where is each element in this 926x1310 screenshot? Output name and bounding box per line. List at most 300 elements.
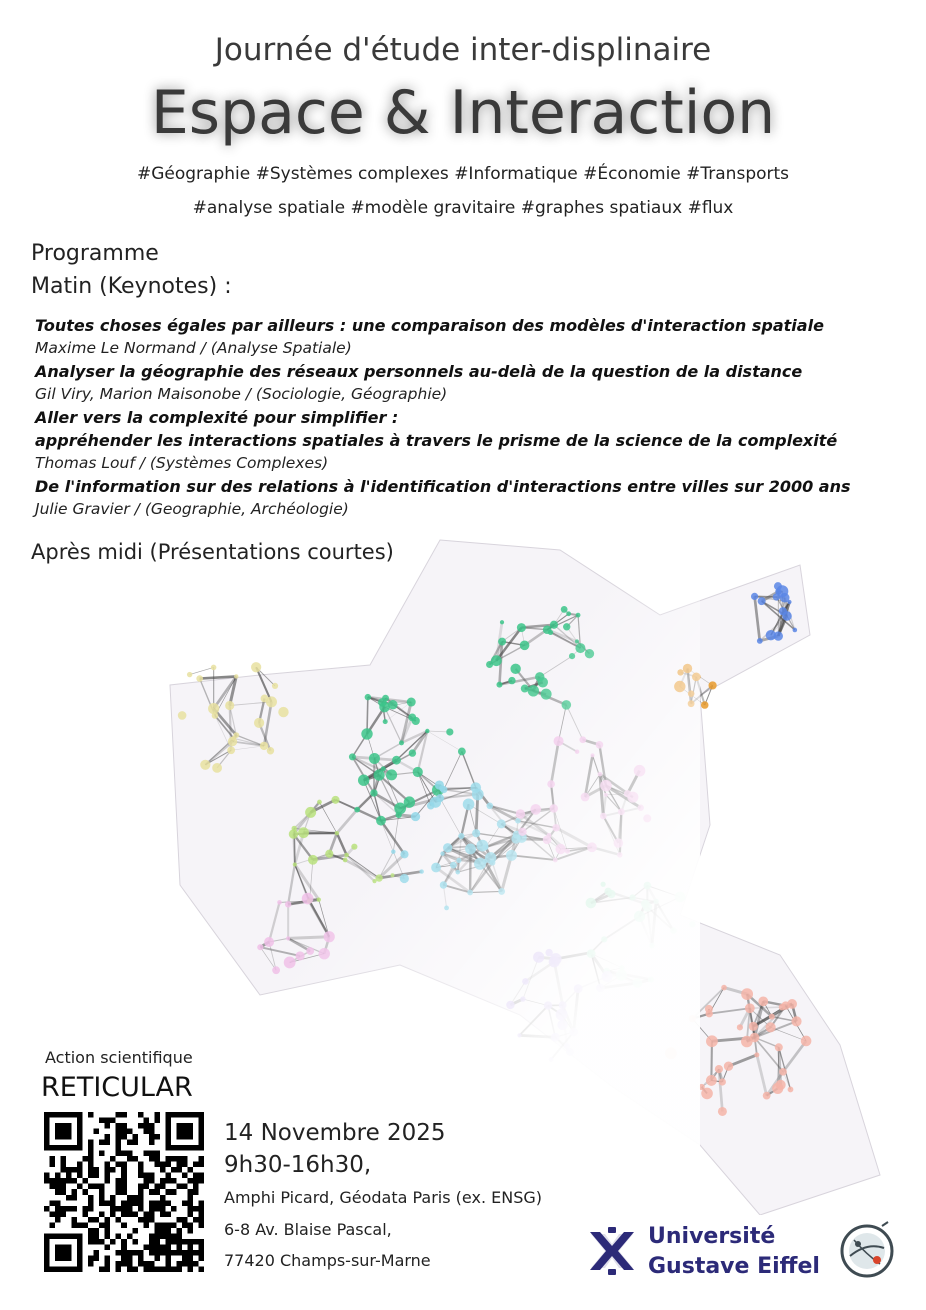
qr-module	[132, 1228, 138, 1234]
qr-module	[105, 1255, 111, 1261]
talk-author: Julie Gravier / (Geographie, Archéologie)	[35, 500, 349, 518]
qr-module	[193, 1162, 199, 1168]
qr-module	[176, 1162, 182, 1168]
qr-module	[99, 1184, 105, 1190]
qr-module	[193, 1217, 199, 1223]
network-node	[749, 1022, 758, 1031]
qr-module	[198, 1222, 204, 1228]
qr-module	[127, 1261, 133, 1267]
qr-module	[127, 1255, 133, 1261]
university-name-line-2: Gustave Eiffel	[648, 1254, 820, 1279]
qr-module	[55, 1173, 61, 1179]
network-node	[788, 1087, 794, 1093]
qr-module	[105, 1123, 111, 1129]
qr-module	[116, 1206, 122, 1212]
qr-module	[61, 1206, 67, 1212]
network-fade	[140, 525, 700, 1215]
qr-module	[132, 1134, 138, 1140]
qr-module	[154, 1118, 160, 1124]
qr-module	[165, 1178, 171, 1184]
qr-module	[143, 1266, 149, 1272]
qr-module	[121, 1244, 127, 1250]
qr-module	[160, 1244, 166, 1250]
qr-module	[154, 1200, 160, 1206]
qr-module	[160, 1200, 166, 1206]
qr-module	[187, 1228, 193, 1234]
qr-module	[149, 1134, 155, 1140]
qr-module	[105, 1233, 111, 1239]
qr-module	[105, 1134, 111, 1140]
qr-module	[105, 1178, 111, 1184]
qr-module	[143, 1211, 149, 1217]
qr-module	[99, 1266, 105, 1272]
qr-module	[99, 1222, 105, 1228]
qr-module	[61, 1156, 67, 1162]
qr-module	[182, 1173, 188, 1179]
qr-module	[187, 1211, 193, 1217]
qr-module	[187, 1255, 193, 1261]
qr-module	[88, 1140, 94, 1146]
qr-module	[171, 1266, 177, 1272]
qr-module	[94, 1173, 100, 1179]
qr-module	[88, 1200, 94, 1206]
qr-module	[94, 1217, 100, 1223]
keynote-list	[35, 314, 895, 521]
qr-module	[55, 1184, 61, 1190]
lab-logo-icon	[836, 1220, 898, 1282]
qr-module	[77, 1162, 83, 1168]
qr-module	[187, 1178, 193, 1184]
qr-module	[66, 1206, 72, 1212]
network-node	[715, 1065, 723, 1073]
qr-module	[198, 1239, 204, 1245]
qr-finder-module	[55, 1123, 72, 1140]
qr-module	[143, 1217, 149, 1223]
qr-module	[66, 1167, 72, 1173]
qr-module	[61, 1167, 67, 1173]
qr-module	[50, 1211, 56, 1217]
qr-module	[160, 1178, 166, 1184]
qr-module	[171, 1156, 177, 1162]
qr-module	[88, 1255, 94, 1261]
qr-module	[83, 1178, 89, 1184]
qr-module	[149, 1129, 155, 1135]
university-logo-icon	[587, 1226, 637, 1276]
qr-module	[154, 1134, 160, 1140]
qr-module	[149, 1178, 155, 1184]
qr-module	[77, 1222, 83, 1228]
qr-module	[149, 1211, 155, 1217]
qr-module	[94, 1255, 100, 1261]
qr-module	[116, 1145, 122, 1151]
qr-module	[83, 1211, 89, 1217]
qr-module	[154, 1250, 160, 1256]
morning-heading: Matin (Keynotes) :	[31, 274, 232, 299]
qr-module	[50, 1184, 56, 1190]
qr-module	[154, 1189, 160, 1195]
qr-module	[121, 1255, 127, 1261]
qr-module	[176, 1244, 182, 1250]
qr-module	[149, 1151, 155, 1157]
qr-module	[127, 1156, 133, 1162]
qr-module	[193, 1250, 199, 1256]
qr-module	[50, 1178, 56, 1184]
qr-module	[66, 1173, 72, 1179]
qr-module	[105, 1222, 111, 1228]
qr-module	[127, 1206, 133, 1212]
qr-module	[198, 1217, 204, 1223]
qr-module	[116, 1266, 122, 1272]
qr-module	[187, 1244, 193, 1250]
qr-module	[138, 1206, 144, 1212]
qr-module	[171, 1233, 177, 1239]
qr-module	[88, 1239, 94, 1245]
qr-module	[154, 1233, 160, 1239]
qr-module	[105, 1173, 111, 1179]
qr-module	[99, 1140, 105, 1146]
qr-module	[165, 1162, 171, 1168]
qr-module	[99, 1118, 105, 1124]
qr-module	[110, 1200, 116, 1206]
talk-title: Toutes choses égales par ailleurs : une comparaison des modèles d'interaction spatiale	[35, 316, 824, 335]
qr-module	[165, 1250, 171, 1256]
afternoon-heading: Après midi (Présentations courtes)	[31, 540, 394, 564]
qr-module	[116, 1250, 122, 1256]
network-node	[791, 1016, 801, 1026]
talk-author: Gil Viry, Marion Maisonobe / (Sociologie, Géographie)	[35, 385, 448, 403]
qr-module	[94, 1228, 100, 1234]
qr-module	[182, 1250, 188, 1256]
qr-module	[77, 1173, 83, 1179]
qr-module	[127, 1200, 133, 1206]
qr-module	[61, 1211, 67, 1217]
qr-module	[138, 1162, 144, 1168]
qr-module	[116, 1184, 122, 1190]
qr-module	[154, 1255, 160, 1261]
qr-module	[110, 1156, 116, 1162]
qr-module	[149, 1156, 155, 1162]
action-name: RETICULAR	[41, 1072, 193, 1103]
talk-title: De l'information sur des relations à l'identification d'interactions entre villes sur 2000 ans	[35, 477, 851, 496]
qr-module	[198, 1250, 204, 1256]
qr-module	[138, 1261, 144, 1267]
qr-code[interactable]	[44, 1112, 204, 1272]
qr-module	[121, 1151, 127, 1157]
talk-title: Aller vers la complexité pour simplifier :	[35, 408, 399, 427]
qr-module	[132, 1156, 138, 1162]
qr-module	[88, 1195, 94, 1201]
qr-module	[198, 1244, 204, 1250]
qr-module	[105, 1261, 111, 1267]
qr-module	[160, 1206, 166, 1212]
network-node	[757, 638, 763, 644]
venue-address-line: Amphi Picard, Géodata Paris (ex. ENSG)	[224, 1188, 542, 1207]
qr-module	[105, 1200, 111, 1206]
qr-module	[143, 1261, 149, 1267]
qr-module	[121, 1184, 127, 1190]
qr-module	[198, 1178, 204, 1184]
qr-module	[61, 1184, 67, 1190]
qr-module	[88, 1184, 94, 1190]
qr-module	[138, 1195, 144, 1201]
qr-module	[171, 1239, 177, 1245]
qr-module	[171, 1167, 177, 1173]
qr-module	[149, 1261, 155, 1267]
qr-module	[176, 1266, 182, 1272]
qr-module	[165, 1173, 171, 1179]
qr-module	[132, 1239, 138, 1245]
qr-module	[182, 1217, 188, 1223]
network-node	[706, 1035, 718, 1047]
qr-module	[116, 1233, 122, 1239]
qr-module	[50, 1222, 56, 1228]
qr-module	[149, 1239, 155, 1245]
network-node	[750, 1033, 760, 1043]
qr-module	[50, 1162, 56, 1168]
qr-module	[116, 1217, 122, 1223]
network-node	[721, 985, 727, 991]
qr-module	[83, 1189, 89, 1195]
qr-module	[116, 1129, 122, 1135]
qr-module	[110, 1118, 116, 1124]
event-time: 9h30-16h30,	[224, 1152, 372, 1178]
qr-module	[138, 1217, 144, 1223]
qr-module	[127, 1151, 133, 1157]
qr-module	[99, 1239, 105, 1245]
qr-module	[165, 1255, 171, 1261]
qr-module	[72, 1217, 78, 1223]
qr-module	[149, 1140, 155, 1146]
network-node	[779, 1068, 787, 1076]
qr-module	[88, 1228, 94, 1234]
network-node	[765, 1022, 775, 1032]
venue-address-line: 6-8 Av. Blaise Pascal,	[224, 1220, 392, 1239]
qr-module	[72, 1167, 78, 1173]
qr-module	[121, 1112, 127, 1118]
talk-author: Thomas Louf / (Systèmes Complexes)	[35, 454, 329, 472]
qr-module	[116, 1178, 122, 1184]
qr-module	[198, 1255, 204, 1261]
qr-module	[171, 1222, 177, 1228]
network-node	[701, 701, 709, 709]
qr-module	[193, 1189, 199, 1195]
qr-module	[83, 1156, 89, 1162]
qr-module	[193, 1178, 199, 1184]
qr-module	[143, 1123, 149, 1129]
qr-module	[154, 1151, 160, 1157]
qr-module	[187, 1206, 193, 1212]
qr-module	[154, 1266, 160, 1272]
qr-finder-module	[176, 1123, 193, 1140]
network-node	[782, 611, 792, 621]
qr-module	[182, 1200, 188, 1206]
qr-module	[77, 1184, 83, 1190]
qr-module	[198, 1162, 204, 1168]
hashtags-line-2: #analyse spatiale #modèle gravitaire #graphes spatiaux #flux	[192, 198, 734, 218]
qr-module	[149, 1266, 155, 1272]
hashtags-line-1: #Géographie #Systèmes complexes #Informatique #Économie #Transports	[136, 164, 790, 184]
talk-title-continued: appréhender les interactions spatiales à travers le prisme de la science de la complexité	[35, 431, 838, 450]
qr-module	[138, 1200, 144, 1206]
qr-module	[121, 1178, 127, 1184]
qr-module	[88, 1167, 94, 1173]
qr-module	[198, 1266, 204, 1272]
qr-module	[143, 1151, 149, 1157]
qr-module	[127, 1250, 133, 1256]
qr-module	[116, 1189, 122, 1195]
event-date: 14 Novembre 2025	[224, 1120, 446, 1146]
qr-module	[94, 1184, 100, 1190]
qr-module	[165, 1266, 171, 1272]
qr-module	[138, 1255, 144, 1261]
network-node	[719, 1078, 726, 1085]
qr-module	[160, 1195, 166, 1201]
qr-module	[171, 1189, 177, 1195]
network-map-illustration	[140, 525, 900, 1215]
qr-module	[110, 1239, 116, 1245]
qr-module	[198, 1206, 204, 1212]
qr-module	[143, 1222, 149, 1228]
qr-module	[198, 1173, 204, 1179]
qr-module	[182, 1184, 188, 1190]
qr-module	[138, 1189, 144, 1195]
qr-module	[132, 1211, 138, 1217]
network-node	[718, 1107, 727, 1116]
qr-module	[187, 1200, 193, 1206]
qr-module	[138, 1112, 144, 1118]
qr-module	[143, 1118, 149, 1124]
qr-module	[149, 1217, 155, 1223]
university-name-line-1: Université	[648, 1224, 776, 1249]
qr-module	[138, 1167, 144, 1173]
qr-module	[154, 1206, 160, 1212]
qr-module	[149, 1123, 155, 1129]
qr-module	[105, 1266, 111, 1272]
qr-module	[165, 1156, 171, 1162]
qr-module	[132, 1200, 138, 1206]
qr-module	[55, 1217, 61, 1223]
network-node	[706, 1075, 717, 1086]
qr-module	[160, 1211, 166, 1217]
qr-module	[83, 1222, 89, 1228]
qr-module	[143, 1173, 149, 1179]
qr-module	[165, 1222, 171, 1228]
qr-module	[55, 1200, 61, 1206]
qr-module	[55, 1178, 61, 1184]
qr-module	[165, 1233, 171, 1239]
qr-module	[176, 1156, 182, 1162]
qr-module	[138, 1250, 144, 1256]
qr-module	[176, 1239, 182, 1245]
qr-module	[105, 1140, 111, 1146]
qr-module	[182, 1255, 188, 1261]
qr-module	[171, 1250, 177, 1256]
qr-module	[193, 1261, 199, 1267]
qr-module	[55, 1189, 61, 1195]
action-label: Action scientifique	[45, 1048, 193, 1067]
qr-module	[154, 1222, 160, 1228]
qr-module	[94, 1239, 100, 1245]
qr-module	[72, 1178, 78, 1184]
qr-module	[149, 1189, 155, 1195]
qr-module	[149, 1173, 155, 1179]
qr-module	[187, 1239, 193, 1245]
network-node	[763, 1092, 771, 1100]
qr-module	[72, 1206, 78, 1212]
qr-module	[105, 1118, 111, 1124]
qr-module	[94, 1167, 100, 1173]
qr-module	[44, 1178, 50, 1184]
qr-module	[182, 1162, 188, 1168]
qr-module	[160, 1233, 166, 1239]
qr-module	[143, 1184, 149, 1190]
qr-module	[193, 1239, 199, 1245]
qr-module	[176, 1167, 182, 1173]
qr-module	[127, 1195, 133, 1201]
qr-module	[176, 1217, 182, 1223]
qr-module	[88, 1206, 94, 1212]
qr-module	[165, 1261, 171, 1267]
qr-module	[88, 1156, 94, 1162]
qr-module	[121, 1222, 127, 1228]
qr-module	[176, 1184, 182, 1190]
qr-module	[99, 1211, 105, 1217]
qr-module	[165, 1189, 171, 1195]
network-node	[793, 628, 798, 633]
qr-module	[149, 1250, 155, 1256]
qr-module	[72, 1189, 78, 1195]
qr-module	[193, 1173, 199, 1179]
qr-module	[176, 1228, 182, 1234]
qr-module	[171, 1206, 177, 1212]
qr-module	[72, 1195, 78, 1201]
qr-module	[88, 1261, 94, 1267]
qr-module	[149, 1206, 155, 1212]
qr-module	[127, 1211, 133, 1217]
qr-module	[121, 1167, 127, 1173]
qr-module	[138, 1123, 144, 1129]
qr-module	[99, 1195, 105, 1201]
qr-module	[116, 1162, 122, 1168]
qr-module	[132, 1195, 138, 1201]
qr-module	[198, 1211, 204, 1217]
network-node	[741, 988, 753, 1000]
qr-module	[143, 1244, 149, 1250]
qr-module	[121, 1123, 127, 1129]
qr-module	[88, 1233, 94, 1239]
qr-module	[116, 1151, 122, 1157]
qr-module	[88, 1112, 94, 1118]
qr-module	[165, 1211, 171, 1217]
qr-module	[121, 1200, 127, 1206]
qr-module	[149, 1244, 155, 1250]
network-node	[758, 597, 766, 605]
qr-module	[50, 1156, 56, 1162]
network-node	[772, 1083, 783, 1094]
qr-module	[116, 1140, 122, 1146]
event-subtitle: Journée d'étude inter-displinaire	[214, 32, 712, 68]
qr-module	[154, 1162, 160, 1168]
qr-module	[121, 1129, 127, 1135]
qr-module	[160, 1228, 166, 1234]
qr-module	[187, 1261, 193, 1267]
qr-module	[154, 1239, 160, 1245]
qr-module	[132, 1140, 138, 1146]
network-node	[769, 1014, 775, 1020]
qr-module	[182, 1239, 188, 1245]
network-node	[758, 996, 768, 1006]
qr-module	[182, 1222, 188, 1228]
